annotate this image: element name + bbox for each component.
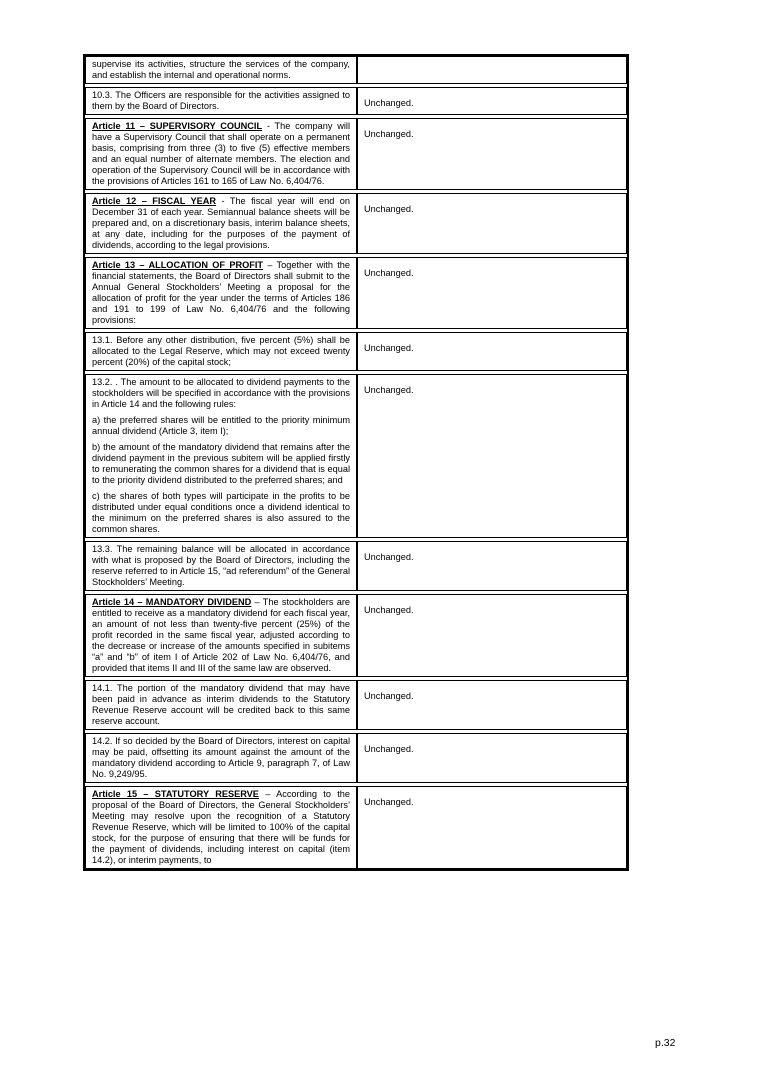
- paragraph: [92, 335, 350, 368]
- document-table: [83, 54, 629, 871]
- original-text-cell: [85, 56, 357, 84]
- amended-text-cell: Unchanged.: [357, 786, 627, 869]
- table-row: [85, 87, 627, 115]
- table-row: [85, 733, 627, 783]
- paragraph-text: 13.1. Before any other distribution, five percent (5%) shall be allocated to the Legal Reserve, which may not exceed twenty percent (20%) of the capital stock;: [92, 335, 350, 367]
- amended-text-cell: Unchanged.: [357, 733, 627, 783]
- original-text-cell: [85, 541, 357, 591]
- paragraph-text: 14.2. If so decided by the Board of Directors, interest on capital may be paid, offsetting its amount against the amount of the mandatory dividend according to Article 9, paragraph 7, of Law No. 9,249/95.: [92, 736, 350, 779]
- paragraph-text: 14.1. The portion of the mandatory dividend that may have been paid in advance as interim dividends to the Statutory Revenue Reserve account will be credited back to this same reserve account.: [92, 683, 350, 726]
- paragraph: [92, 544, 350, 588]
- paragraph: [92, 442, 350, 486]
- paragraph-text: 13.3. The remaining balance will be allocated in accordance with what is proposed by the Board of Directors, including the reserve referred to in Article 15, “ad referendum” of the General Stockholders’ Meeting.: [92, 544, 350, 587]
- original-text-cell: [85, 680, 357, 730]
- page-number: p.32: [655, 1037, 676, 1049]
- paragraph: [92, 736, 350, 780]
- paragraph-text: – According to the proposal of the Board of Directors, the General Stockholders’ Meeting may resolve upon the recognition of a Statutory Revenue Reserve, which will be limited to 100% of the capital stock, for the purpose of ensuring that there will be funds for the payment of dividends, including interest on capital (item 14.2), or interim payments, to: [92, 789, 350, 865]
- original-text-cell: [85, 87, 357, 115]
- amended-text-cell: Unchanged.: [357, 594, 627, 677]
- table-row: [85, 541, 627, 591]
- amended-text-cell: [357, 56, 627, 84]
- paragraph: [92, 121, 350, 187]
- article-heading: Article 13 – ALLOCATION OF PROFIT: [92, 260, 264, 270]
- paragraph-text: – Together with the financial statements, the Board of Directors shall submit to the Annual General Stockholders’ Meeting a proposal for the allocation of profit for the year under the terms of Articles 186 and 191 to 199 of Law No. 6,404/76 and the following provisions:: [92, 260, 350, 325]
- paragraph: [92, 683, 350, 727]
- amended-text-cell: Unchanged.: [357, 541, 627, 591]
- original-text-cell: [85, 733, 357, 783]
- table-row: [85, 257, 627, 329]
- amended-text-cell: Unchanged.: [357, 193, 627, 254]
- amended-text-cell: Unchanged.: [357, 680, 627, 730]
- article-heading: Article 15 – STATUTORY RESERVE: [92, 789, 259, 799]
- paragraph: [92, 260, 350, 326]
- original-text-cell: [85, 193, 357, 254]
- paragraph-text: 10.3. The Officers are responsible for the activities assigned to them by the Board of Directors.: [92, 90, 350, 111]
- amended-text-cell: Unchanged.: [357, 332, 627, 371]
- table-row: [85, 594, 627, 677]
- paragraph: [92, 90, 350, 112]
- paragraph-text: 13.2. . The amount to be allocated to dividend payments to the stockholders will be specified in accordance with the provisions in Article 14 and the following rules:: [92, 377, 350, 409]
- paragraph: [92, 597, 350, 674]
- table-row: [85, 680, 627, 730]
- original-text-cell: [85, 374, 357, 538]
- table-row: [85, 786, 627, 869]
- amended-text-cell: Unchanged.: [357, 87, 627, 115]
- paragraph-text: a) the preferred shares will be entitled to the priority minimum annual dividend (Article 3, item I);: [92, 415, 350, 436]
- paragraph: [92, 789, 350, 866]
- paragraph-text: - The company will have a Supervisory Council that shall operate on a permanent basis, comprising from three (3) to five (5) effective members and an equal number of alternate members. The election and operation of the Supervisory Council will be in accordance with the provisions of Articles 161 to 165 of Law No. 6,404/76.: [92, 121, 350, 186]
- article-heading: Article 14 – MANDATORY DIVIDEND: [92, 597, 252, 607]
- paragraph: [92, 491, 350, 535]
- paragraph: [92, 59, 350, 81]
- table-row: [85, 56, 627, 84]
- article-heading: Article 11 – SUPERVISORY COUNCIL: [92, 121, 263, 131]
- original-text-cell: [85, 257, 357, 329]
- amended-text-cell: Unchanged.: [357, 257, 627, 329]
- original-text-cell: [85, 118, 357, 190]
- original-text-cell: [85, 594, 357, 677]
- amended-text-cell: Unchanged.: [357, 374, 627, 538]
- table-row: [85, 193, 627, 254]
- original-text-cell: [85, 332, 357, 371]
- paragraph-text: supervise its activities, structure the services of the company, and establish the internal and operational norms.: [92, 59, 350, 80]
- paragraph: [92, 377, 350, 410]
- paragraph: [92, 415, 350, 437]
- table-row: [85, 118, 627, 190]
- paragraph: [92, 196, 350, 251]
- amended-text-cell: Unchanged.: [357, 118, 627, 190]
- table-row: [85, 332, 627, 371]
- paragraph-text: – The stockholders are entitled to receive as a mandatory dividend for each fiscal year, an amount of not less than twenty-five percent (25%) of the profit recorded in the same fiscal year, adjusted according to the decrease or increase of the amounts specified in subitems “a” and “b” of item I of Article 202 of Law No. 6,404/76, and provided that items II and III of the same law are observed.: [92, 597, 350, 673]
- paragraph-text: - The fiscal year will end on December 31 of each year. Semiannual balance sheets will be prepared and, on a discretionary basis, interim balance sheets, at any date, including for the purposes of the payment of dividends, according to the legal provisions.: [92, 196, 350, 250]
- table-row: [85, 374, 627, 538]
- original-text-cell: [85, 786, 357, 869]
- paragraph-text: b) the amount of the mandatory dividend that remains after the dividend payment in the previous subitem will be applied firstly to remunerating the common shares for a dividend that is equal to the priority dividend distributed to the preferred shares; and: [92, 442, 350, 485]
- paragraph-text: c) the shares of both types will participate in the profits to be distributed under equal conditions once a dividend identical to the minimum on the preferred shares is also assured to the common shares.: [92, 491, 350, 534]
- article-heading: Article 12 – FISCAL YEAR: [92, 196, 217, 206]
